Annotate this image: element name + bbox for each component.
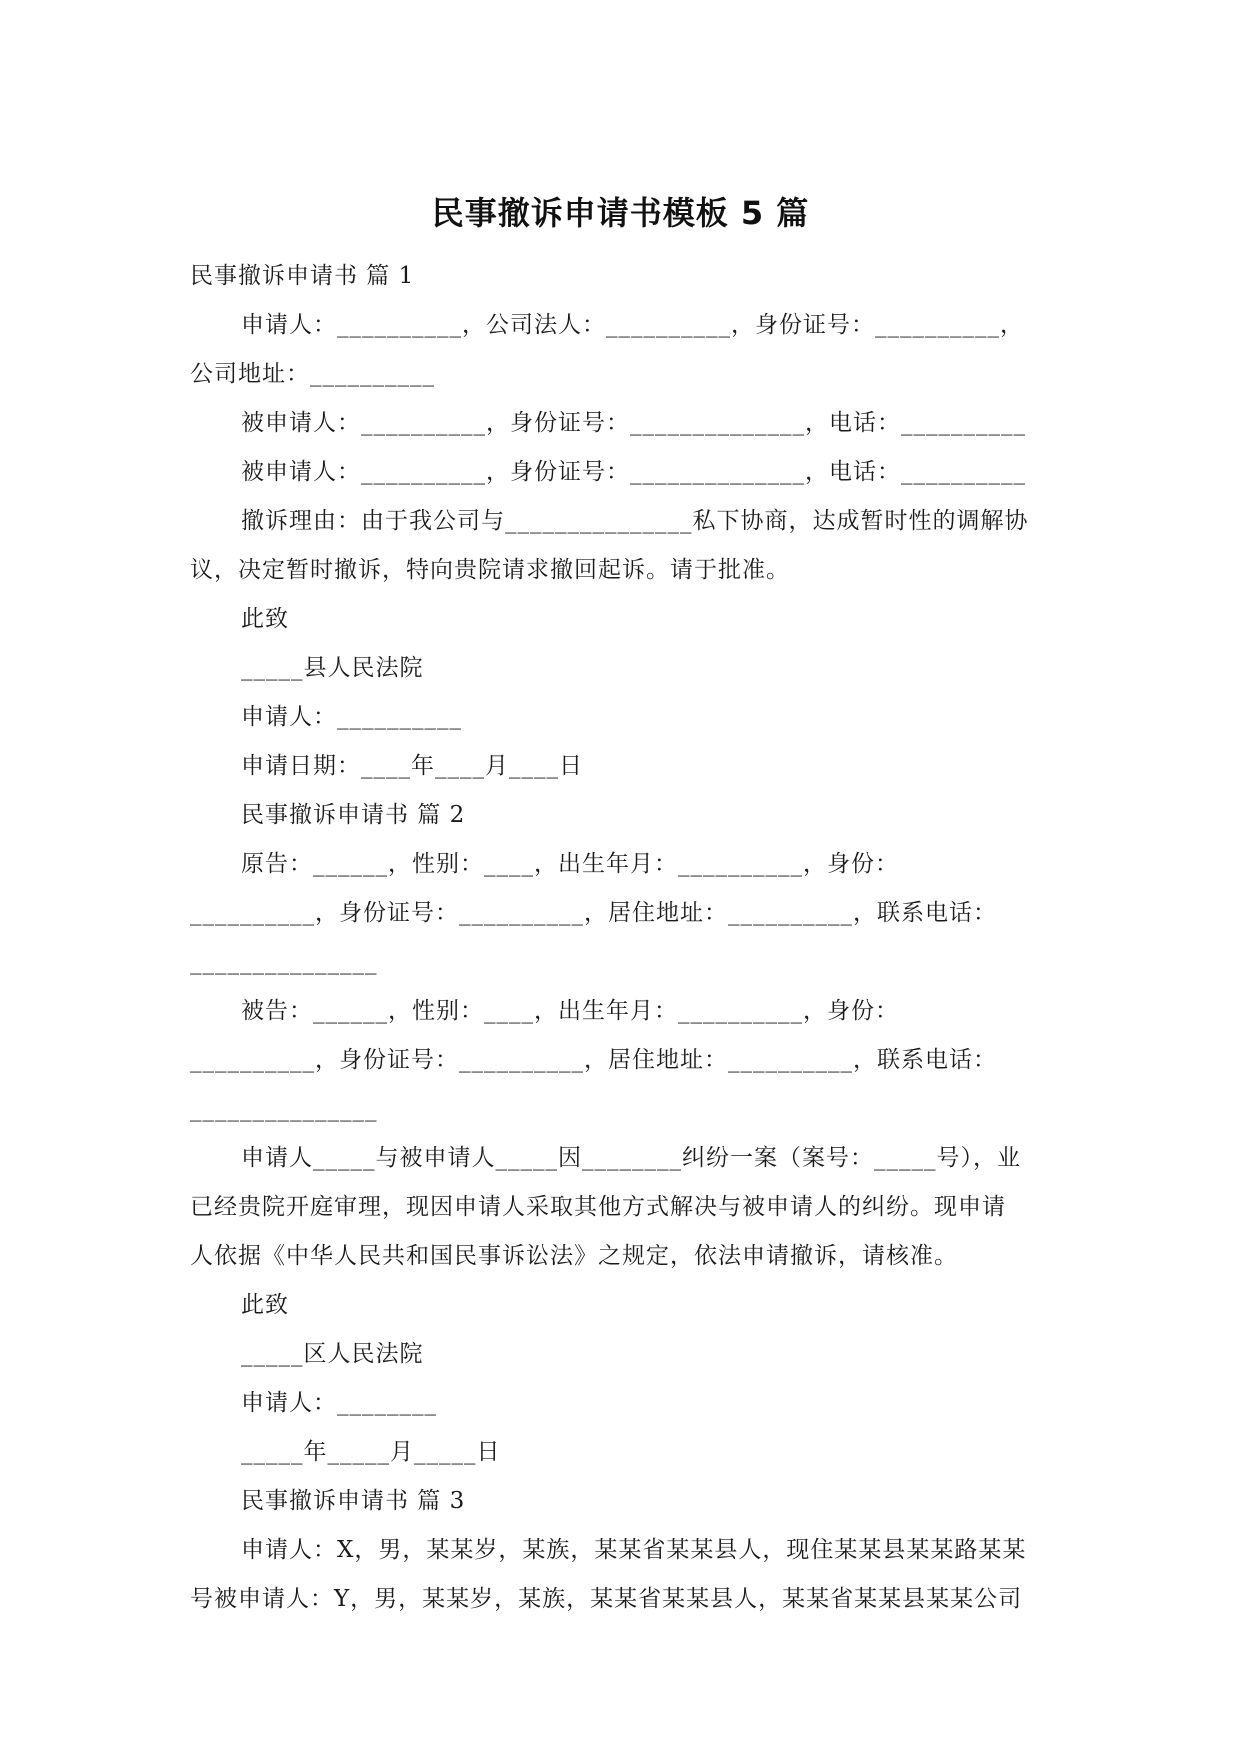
document-line: __________，身份证号：__________，居住地址：__________，联系电话： <box>190 1047 997 1073</box>
document-line: 议，决定暂时撤诉，特向贵院请求撤回起诉。请于批准。 <box>190 557 790 583</box>
document-line: 被申请人：__________，身份证号：______________，电话：__________ <box>241 459 1026 485</box>
document-line: 此致 <box>241 606 289 632</box>
document-line: 民事撤诉申请书 篇 2 <box>241 802 466 828</box>
document-line: 已经贵院开庭审理，现因申请人采取其他方式解决与被申请人的纠纷。现申请 <box>190 1194 1006 1220</box>
document-line: 人依据《中华人民共和国民事诉讼法》之规定，依法申请撤诉，请核准。 <box>190 1243 958 1269</box>
document-line: 被告：______，性别：____，出生年月：__________，身份： <box>241 998 899 1024</box>
document-line: _____年_____月_____日 <box>241 1439 501 1465</box>
document-line: 撤诉理由：由于我公司与_______________私下协商，达成暂时性的调解协 <box>241 508 1029 534</box>
document-line: 被申请人：__________，身份证号：______________，电话：__________ <box>241 410 1026 436</box>
document-line: 原告：______，性别：____，出生年月：__________，身份： <box>241 851 899 877</box>
document-line: 民事撤诉申请书 篇 1 <box>190 263 415 289</box>
document-line: _______________ <box>190 1096 378 1122</box>
document-line: 号被申请人：Y，男，某某岁，某族，某某省某某县人，某某省某某县某某公司 <box>190 1586 1023 1612</box>
document-line: 申请人：X，男，某某岁，某族，某某省某某县人，现住某某县某某路某某 <box>241 1537 1027 1563</box>
document-line: 申请人：__________ <box>241 704 462 730</box>
document-line: __________，身份证号：__________，居住地址：__________，联系电话： <box>190 900 997 926</box>
document-line: 申请日期：____年____月____日 <box>241 753 583 779</box>
document-line: 申请人：__________，公司法人：__________，身份证号：__________， <box>241 312 1024 338</box>
document-title: 民事撤诉申请书模板 5 篇 <box>431 194 810 232</box>
document-line: 申请人：________ <box>241 1390 437 1416</box>
document-line: _____县人民法院 <box>241 655 424 681</box>
document-line: 此致 <box>241 1292 289 1318</box>
document-line: _____区人民法院 <box>241 1341 424 1367</box>
document-line: 公司地址：__________ <box>190 361 435 387</box>
document-line: 民事撤诉申请书 篇 3 <box>241 1488 466 1514</box>
document-line: _______________ <box>190 949 378 975</box>
document-body <box>190 252 1052 1624</box>
document-line: 申请人_____与被申请人_____因________纠纷一案（案号：_____号），业 <box>241 1145 1021 1171</box>
